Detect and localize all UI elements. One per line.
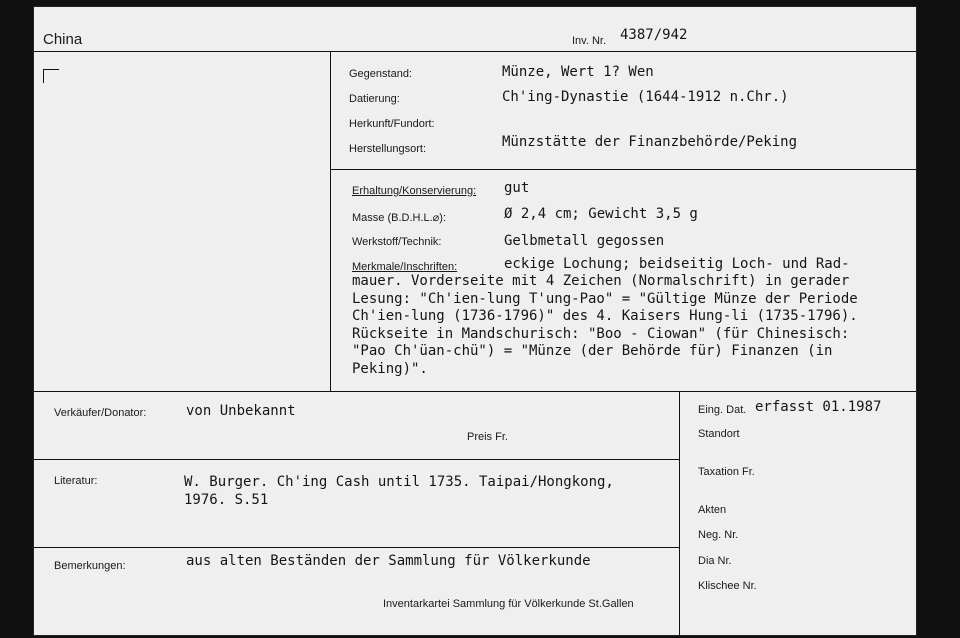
inv-number: 4387/942 [620, 27, 688, 43]
herstellungsort-value: Münzstätte der Finanzbehörde/Peking [502, 134, 798, 150]
datierung-value: Ch'ing-Dynastie (1644-1912 n.Chr.) [502, 89, 789, 105]
erhaltung-label: Erhaltung/Konservierung: [352, 185, 477, 197]
main-divider [34, 391, 916, 392]
neg-nr-label: Neg. Nr. [698, 529, 739, 541]
werkstoff-label: Werkstoff/Technik: [352, 236, 442, 248]
gegenstand-label: Gegenstand: [349, 68, 412, 80]
corner-mark [43, 69, 59, 83]
werkstoff-value: Gelbmetall gegossen [504, 233, 665, 249]
klischee-nr-label: Klischee Nr. [698, 580, 757, 592]
footer-text: Inventarkartei Sammlung für Völkerkunde St.Gallen [383, 598, 634, 610]
literature-line-1: W. Burger. Ch'ing Cash until 1735. Taipai/Hongkong, [184, 474, 614, 490]
merkmale-line-3: Lesung: "Ch'ien-lung T'ung-Pao" = "Gültige Münze der Periode [352, 290, 858, 307]
herkunft-label: Herkunft/Fundort: [349, 118, 435, 130]
side-column-divider [679, 391, 680, 636]
header-divider [34, 51, 916, 52]
merkmale-line-1: eckige Lochung; beidseitig Loch- und Rad- [504, 256, 850, 272]
masse-value: Ø 2,4 cm; Gewicht 3,5 g [504, 206, 698, 222]
datierung-label: Datierung: [349, 93, 400, 105]
seller-label: Verkäufer/Donator: [54, 407, 147, 419]
remarks-value: aus alten Beständen der Sammlung für Völkerkunde [186, 553, 591, 569]
taxation-label: Taxation Fr. [698, 466, 755, 478]
erhaltung-value: gut [504, 180, 530, 196]
merkmale-line-6: "Pao Ch'üan-chü") = "Münze (der Behörde für) Finanzen (in [352, 343, 833, 359]
seller-value: von Unbekannt [186, 403, 296, 419]
merkmale-line-4: Ch'ien-lung (1736-1796)" des 4. Kaisers Hung-li (1735-1796). [352, 308, 858, 324]
preis-label: Preis Fr. [467, 431, 508, 443]
masse-label: Masse (B.D.H.L.⌀): [352, 212, 447, 224]
photo-divider [330, 51, 331, 391]
akten-label: Akten [698, 504, 727, 516]
seller-divider [34, 459, 679, 460]
eing-dat-value: erfasst 01.1987 [755, 399, 882, 415]
inv-number-label: Inv. Nr. [572, 35, 607, 47]
dia-nr-label: Dia Nr. [698, 555, 732, 567]
literature-label: Literatur: [54, 475, 98, 487]
eing-dat-label: Eing. Dat. [698, 404, 747, 416]
country-label: China [43, 31, 83, 48]
literature-divider [34, 547, 679, 548]
standort-label: Standort [698, 428, 740, 440]
herstellungsort-label: Herstellungsort: [349, 143, 427, 155]
merkmale-line-7: Peking)". [352, 360, 428, 377]
gegenstand-value: Münze, Wert 1? Wen [502, 64, 654, 80]
literature-line-2: 1976. S.51 [184, 492, 269, 508]
merkmale-line-2: mauer. Vorderseite mit 4 Zeichen (Normalschrift) in gerader [352, 273, 850, 289]
merkmale-label: Merkmale/Inschriften: [352, 261, 458, 273]
merkmale-line-5: Rückseite in Mandschurisch: "Boo - Ciowan" (für Chinesisch: [352, 325, 850, 342]
remarks-label: Bemerkungen: [54, 560, 126, 572]
object-divider [330, 169, 916, 170]
inventory-card [33, 6, 917, 636]
